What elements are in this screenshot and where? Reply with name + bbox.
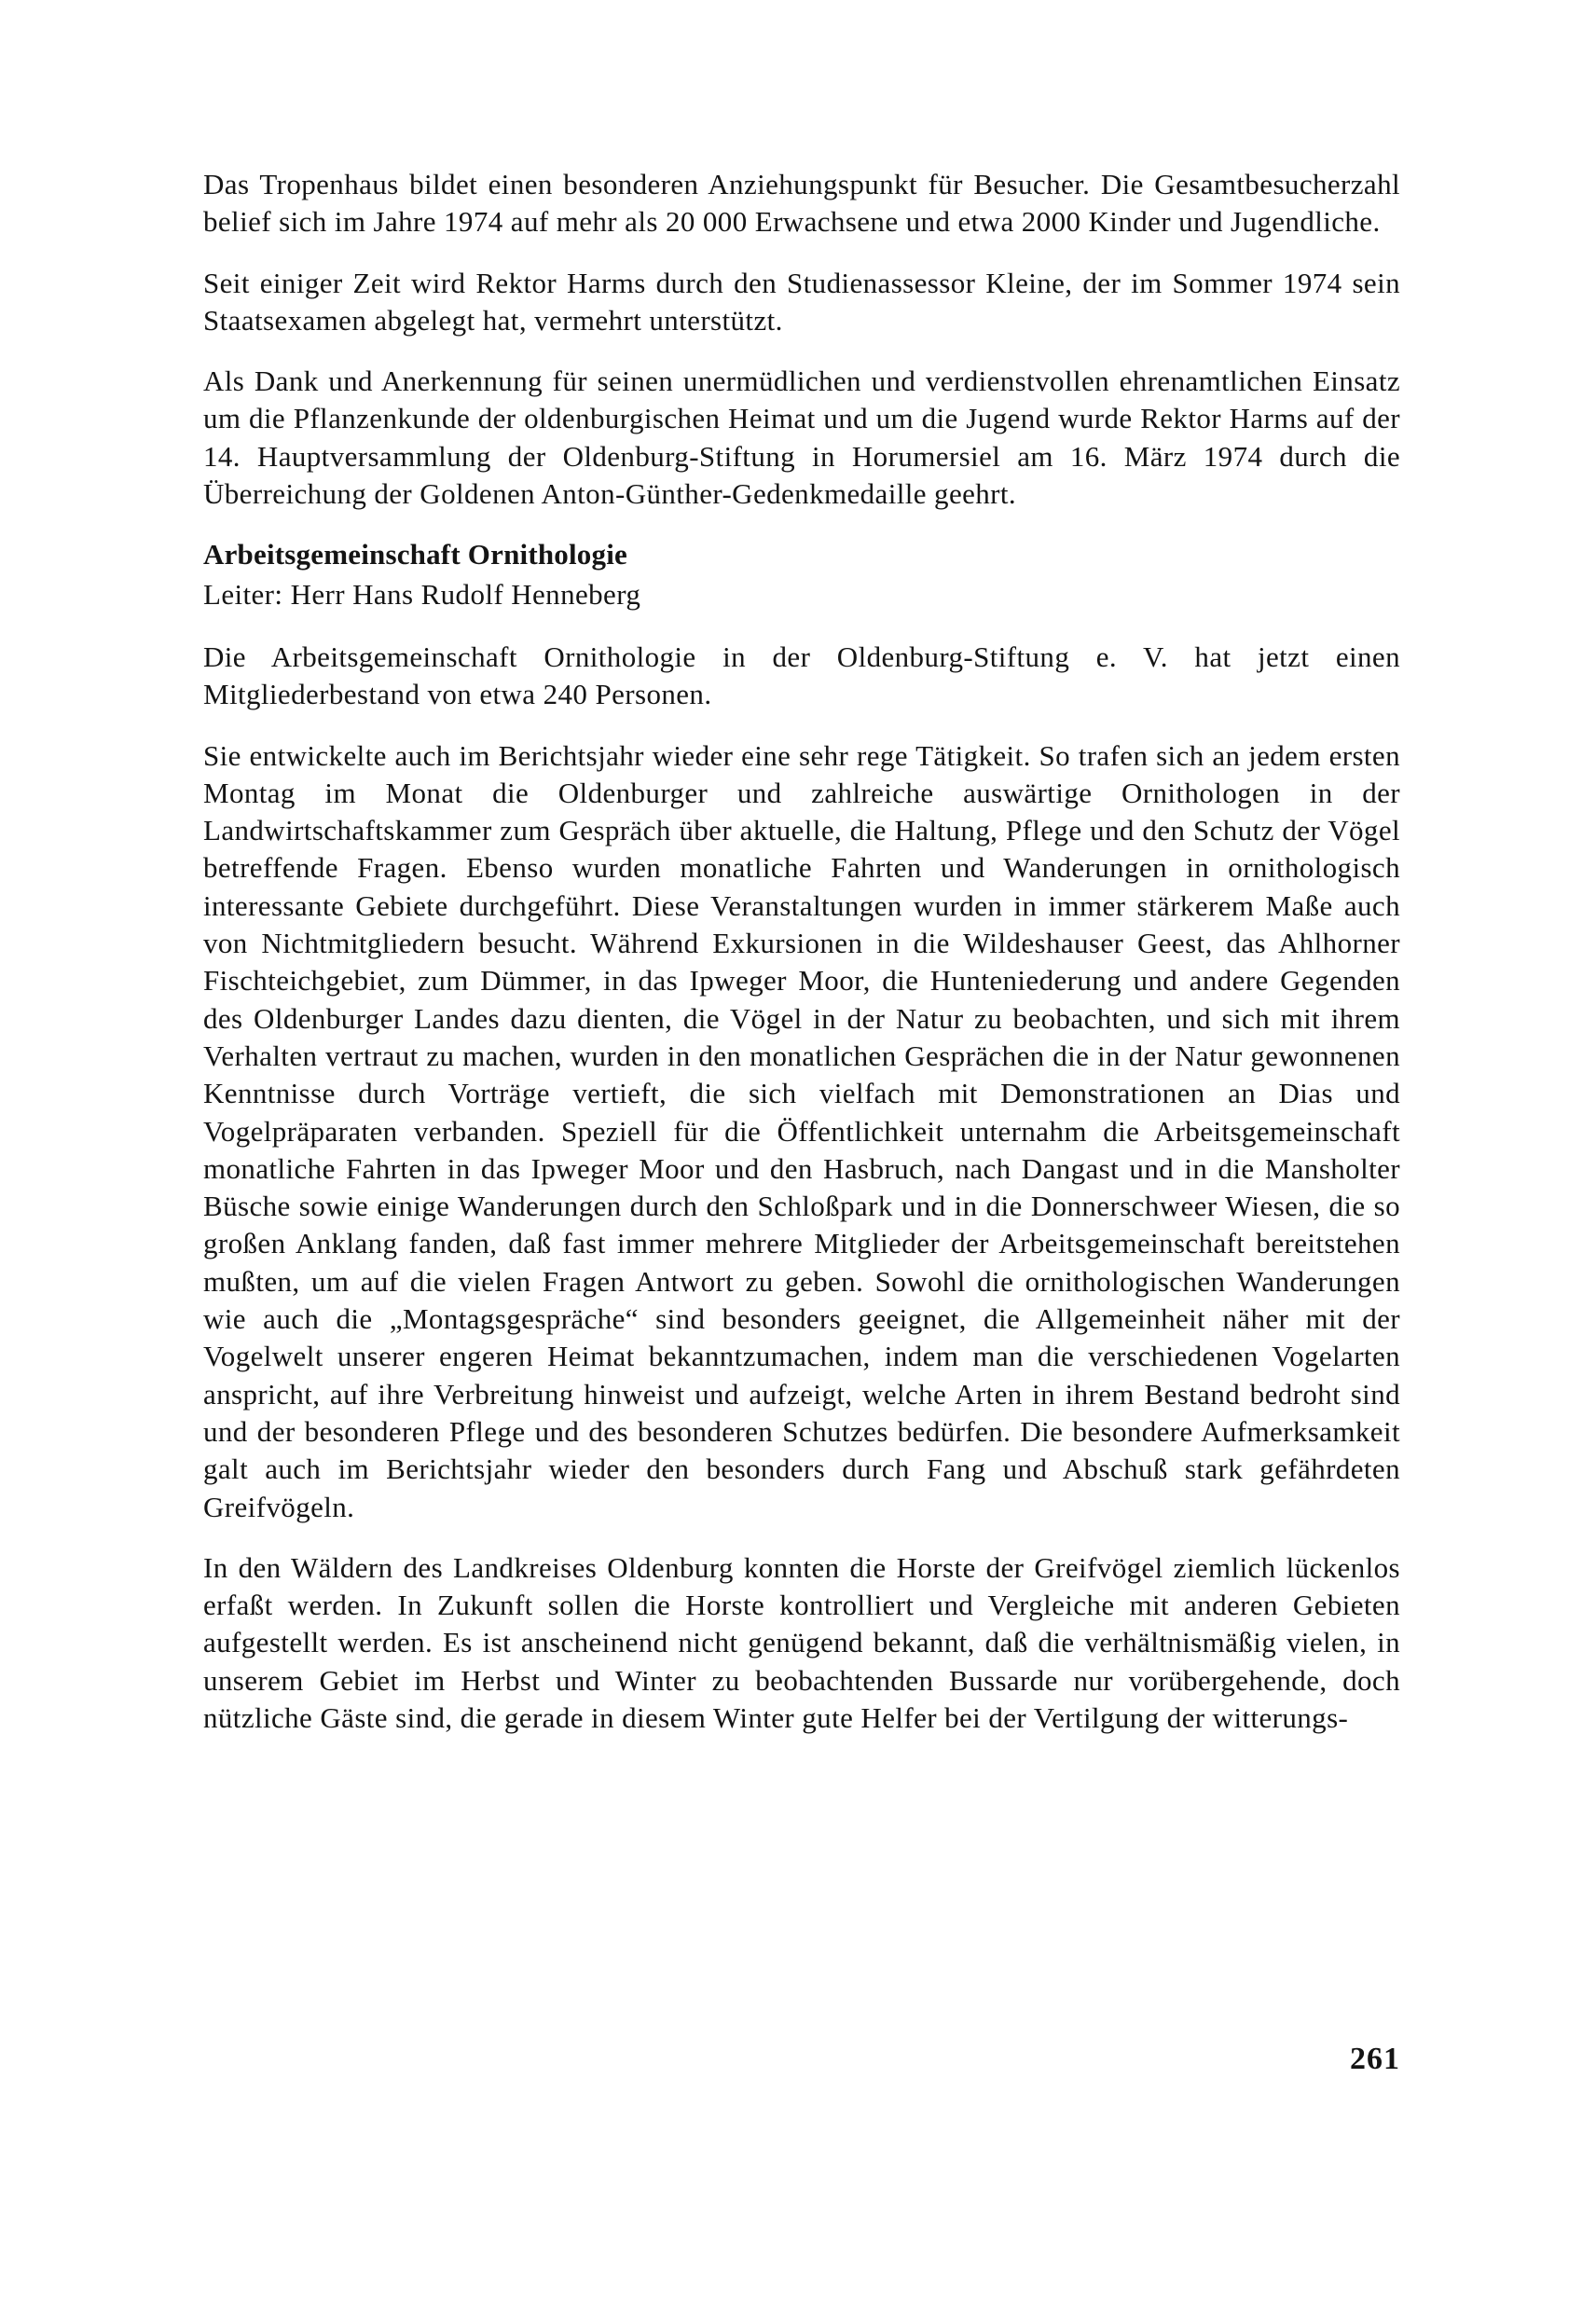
paragraph-anerkennung: Als Dank und Anerkennung für seinen unermüdlichen und verdienstvollen ehrenamtlichen Einsatz um die Pflanzenkunde der oldenburgischen Heimat und um die Jugend wurde Rektor Harms auf der 14. Hauptversammlung der Oldenburg-Stiftung in Horumersiel am 16. März 1974 durch die Überreichung der Goldenen Anton-Günther-Gedenkmedaille geehrt.: [203, 365, 1400, 511]
paragraph-tropenhaus: Das Tropenhaus bildet einen besonderen Anziehungspunkt für Besucher. Die Gesamtbesucherzahl belief sich im Jahre 1974 auf mehr als 20 000 Erwachsene und etwa 2000 Kinder und Jugendliche.: [203, 168, 1400, 239]
paragraph-greifvoegel: In den Wäldern des Landkreises Oldenburg konnten die Horste der Greifvögel ziemlich lückenlos erfaßt werden. In Zukunft sollen die Horste kontrolliert und Vergleiche mit anderen Gebieten aufgestellt werden. Es ist anscheinend nicht genügend bekannt, daß die verhältnismäßig vielen, in unserem Gebiet im Herbst und Winter zu beobachtenden Bussarde nur vorübergehende, doch nützliche Gäste sind, die gerade in diesem Winter gute Helfer bei der Vertilgung der witterungs-: [203, 1550, 1400, 1734]
paragraph-taetigkeit: Sie entwickelte auch im Berichtsjahr wieder eine sehr rege Tätigkeit. So trafen sich an jedem ersten Montag im Monat die Oldenburger und zahlreiche auswärtige Ornithologen in der Landwirtschaftskammer zum Gespräch über aktuelle, die Haltung, Pflege und den Schutz der Vögel betreffende Fragen. Ebenso wurden monatliche Fahrten und Wanderungen in ornithologisch interessante Gebiete durchgeführt. Diese Veranstaltungen wurden in immer stärkerem Maße auch von Nichtmitgliedern besucht. Während Exkursionen in die Wildeshauser Geest, das Ahlhorner Fischteichgebiet, zum Dümmer, in das Ipweger Moor, die Hunteniederung und andere Gegenden des Oldenburger Landes dazu dienten, die Vögel in der Natur zu beobachten, und sich mit ihrem Verhalten vertraut zu machen, wurden in den monatlichen Gesprächen die in der Natur gewonnenen Kenntnisse durch Vorträge vertieft, die sich vielfach mit Demonstrationen an Dias und Vogelpräparaten verbanden. Speziell für die Öffentlichkeit unternahm die Arbeitsgemeinschaft monatliche Fahrten in das Ipweger Moor und den Hasbruch, nach Dangast und in die Mansholter Büsche sowie einige Wanderungen durch den Schloßpark und in die Donnerschweer Wiesen, die so großen Anklang fanden, daß fast immer mehrere Mitglieder der Arbeitsgemeinschaft bereitstehen mußten, um auf die vielen Fragen Antwort zu geben. Sowohl die ornithologischen Wanderungen wie auch die „Montagsgespräche“ sind besonders geeignet, die Allgemeinheit näher mit der Vogelwelt unserer engeren Heimat bekanntzumachen, indem man die verschiedenen Vogelarten anspricht, auf ihre Verbreitung hinweist und aufzeigt, welche Arten in ihrem Bestand bedroht sind und der besonderen Pflege und des besonderen Schutzes bedürfen. Die besondere Aufmerksamkeit galt auch im Berichtsjahr wieder den besonders durch Fang und Abschuß stark gefährdeten Greifvögeln.: [203, 738, 1400, 1523]
paragraph-mitgliederbestand: Die Arbeitsgemeinschaft Ornithologie in der Oldenburg-Stiftung e. V. hat jetzt einen Mitgliederbestand von etwa 240 Personen.: [203, 640, 1400, 711]
paragraph-kleine: Seit einiger Zeit wird Rektor Harms durch den Studienassessor Kleine, der im Sommer 1974 sein Staatsexamen abgelegt hat, vermehrt unterstützt.: [203, 266, 1400, 337]
section-heading: Arbeitsgemeinschaft Ornithologie: [203, 538, 627, 571]
page-number: 261: [1350, 2042, 1400, 2076]
text-column: [203, 166, 1400, 1760]
section-leader: Leiter: Herr Hans Rudolf Henneberg: [203, 577, 641, 611]
